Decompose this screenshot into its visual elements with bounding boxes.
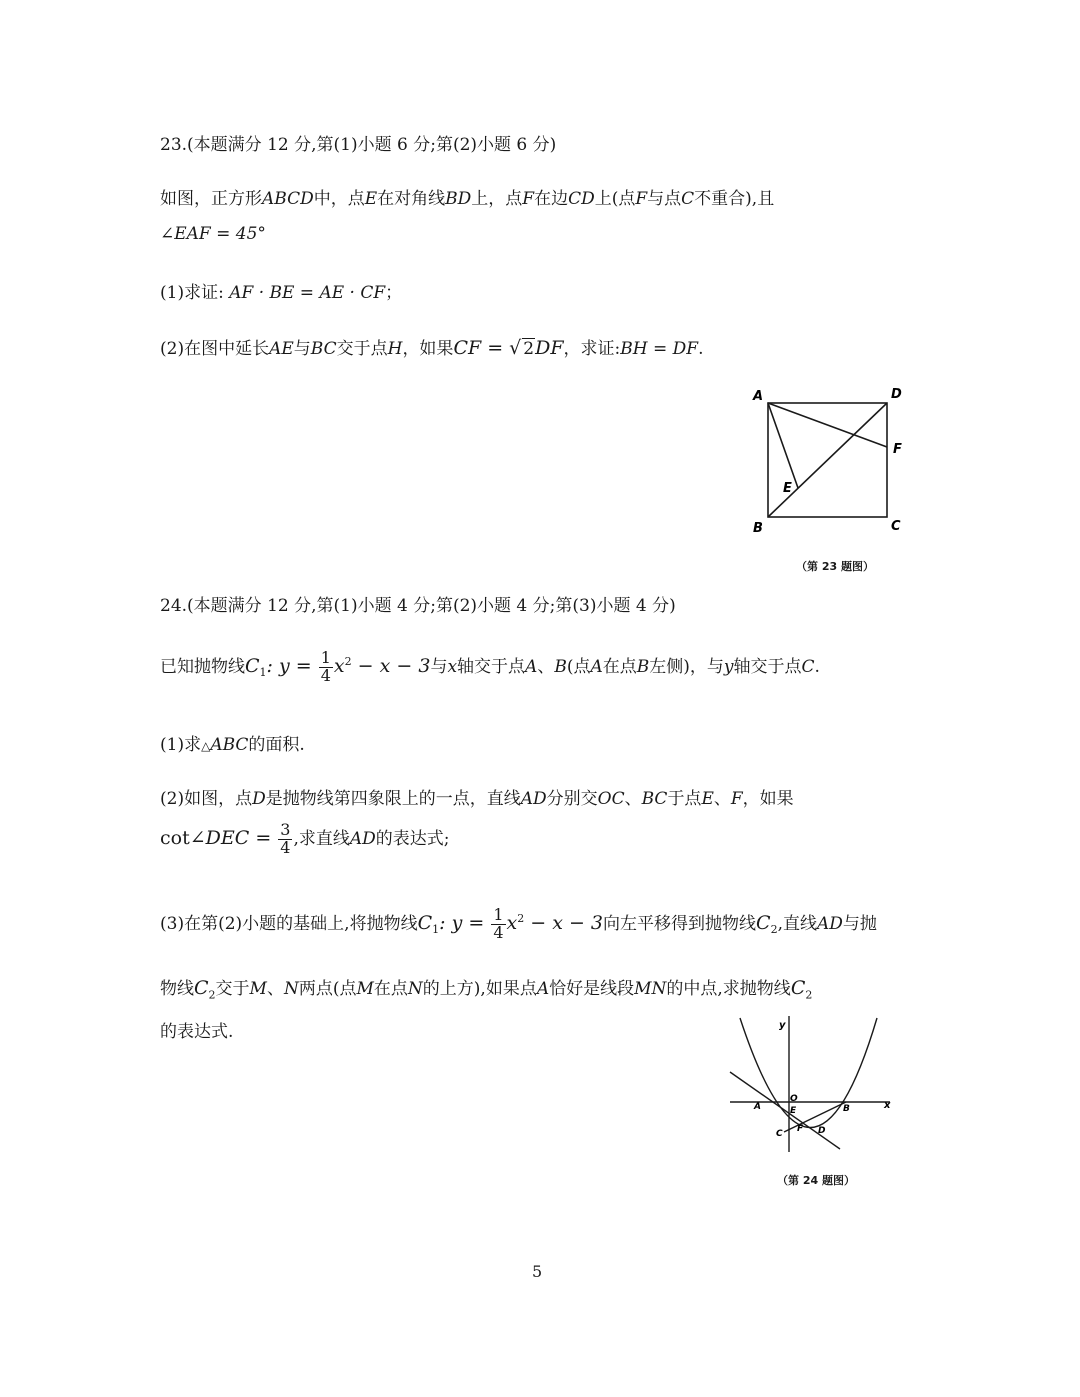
math-d: D bbox=[252, 789, 266, 809]
q23-part2 bbox=[160, 334, 703, 359]
text: 已知抛物线 bbox=[160, 656, 245, 677]
superscript: 2 bbox=[517, 912, 525, 926]
text: ,直线 bbox=[777, 913, 817, 934]
text: 、 bbox=[537, 656, 555, 677]
caption-figure-24: （第 24 题图） bbox=[777, 1174, 855, 1187]
q24-part2 bbox=[160, 784, 794, 809]
numerator: 1 bbox=[493, 905, 504, 924]
text: 向左平移得到抛物线 bbox=[603, 913, 757, 934]
subscript: 1 bbox=[432, 923, 440, 937]
math-oc: OC bbox=[597, 789, 625, 809]
text: (2)如图，点 bbox=[160, 789, 253, 809]
text: 如图，正方形 bbox=[160, 189, 262, 209]
line-ad bbox=[730, 1072, 840, 1149]
diagonal-bd bbox=[768, 403, 887, 517]
math-a: A bbox=[525, 656, 538, 677]
label-d: D bbox=[818, 1126, 826, 1136]
text: (1)求 bbox=[160, 735, 202, 755]
segment-ae bbox=[768, 403, 798, 488]
q24-header: 24.(本题满分 12 分,第(1)小题 4 分;第(2)小题 4 分;第(3)小题 4 分) bbox=[160, 596, 676, 616]
math-cot: cot∠ bbox=[160, 826, 206, 849]
label-e: E bbox=[790, 1106, 797, 1116]
text: (1)求证: bbox=[160, 283, 224, 303]
text: 上，点 bbox=[471, 189, 523, 209]
math-m: M bbox=[249, 979, 267, 999]
math-ae: AE bbox=[269, 339, 294, 359]
text: 交于 bbox=[215, 979, 250, 999]
label-y: y bbox=[779, 1020, 786, 1031]
label-d: D bbox=[891, 387, 902, 402]
denominator: 4 bbox=[280, 837, 291, 857]
math-m: M bbox=[356, 979, 374, 999]
numerator: 1 bbox=[320, 648, 331, 667]
text: . bbox=[698, 339, 704, 359]
denominator: 4 bbox=[493, 922, 504, 942]
text: 、 bbox=[624, 789, 642, 809]
math-x-axis: x bbox=[447, 656, 458, 677]
figure-24 bbox=[722, 1012, 902, 1162]
text: 的表达式; bbox=[375, 828, 450, 849]
text: 分别交 bbox=[546, 789, 598, 809]
text: 的面积. bbox=[248, 735, 305, 755]
fraction-three-quarter bbox=[278, 822, 292, 857]
text: 在对角线 bbox=[377, 189, 446, 209]
text: 轴交于点 bbox=[733, 656, 802, 677]
text: 的上方),如果点 bbox=[422, 979, 537, 999]
text: (3)在第(2)小题的基础上,将抛物线 bbox=[160, 913, 418, 934]
text: . bbox=[814, 656, 820, 677]
math-h: H bbox=[387, 339, 403, 359]
text: 是抛物线第四象限上的一点，直线 bbox=[265, 789, 521, 809]
math-bc: BC bbox=[641, 789, 668, 809]
math-dec: DEC bbox=[205, 826, 250, 849]
denominator: 4 bbox=[320, 665, 331, 685]
label-c: C bbox=[891, 519, 901, 534]
q23-intro bbox=[160, 184, 774, 209]
math-bd: BD bbox=[445, 189, 472, 209]
text: 在边 bbox=[534, 189, 569, 209]
text: 上(点 bbox=[594, 189, 636, 209]
label-a: A bbox=[753, 389, 764, 404]
subscript: 2 bbox=[208, 988, 216, 1002]
math-ad: AD bbox=[816, 913, 843, 934]
text: (2)在图中延长 bbox=[160, 339, 270, 359]
math-abcd: ABCD bbox=[262, 189, 314, 209]
math-c: C bbox=[801, 656, 815, 677]
math-a: A bbox=[590, 656, 603, 677]
text: 交于点 bbox=[336, 339, 388, 359]
text: 的中点,求抛物线 bbox=[666, 979, 791, 999]
text: 与 bbox=[293, 339, 311, 359]
math-y-axis: y bbox=[723, 656, 734, 677]
math-ad: AD bbox=[349, 828, 376, 849]
sqrt-arg: 2 bbox=[523, 339, 535, 359]
math-c2: C bbox=[756, 911, 771, 934]
math-n: N bbox=[407, 979, 423, 999]
math-mn: MN bbox=[634, 979, 667, 999]
label-f: F bbox=[797, 1124, 804, 1134]
text: 、 bbox=[713, 789, 731, 809]
math-c1: C bbox=[245, 654, 260, 677]
label-x: x bbox=[884, 1100, 891, 1111]
math-eq-y: : y = bbox=[266, 654, 318, 677]
math-n: N bbox=[283, 979, 299, 999]
label-o: O bbox=[790, 1094, 798, 1104]
segment-af bbox=[768, 403, 887, 447]
math-e: E bbox=[701, 789, 714, 809]
text: ,求直线 bbox=[293, 828, 350, 849]
sqrt-symbol: √ bbox=[509, 337, 522, 359]
q24-part3-line3: 的表达式. bbox=[160, 1022, 234, 1042]
label-a: A bbox=[754, 1102, 761, 1112]
math-ad: AD bbox=[520, 789, 547, 809]
math-b: B bbox=[554, 656, 567, 677]
text: 在点 bbox=[373, 979, 408, 999]
math-cd: CD bbox=[568, 189, 595, 209]
q24-part2-cot bbox=[160, 822, 450, 857]
math-formula: AF · BE = AE · CF bbox=[229, 283, 386, 303]
text: 左侧)，与 bbox=[649, 656, 724, 677]
text: 与抛 bbox=[842, 913, 877, 934]
subscript: 1 bbox=[259, 666, 267, 680]
label-c: C bbox=[776, 1129, 783, 1139]
math-f: F bbox=[635, 189, 648, 209]
text: 在点 bbox=[602, 656, 637, 677]
math-a: A bbox=[536, 979, 550, 999]
text: 于点 bbox=[667, 789, 702, 809]
text: 两点(点 bbox=[298, 979, 357, 999]
text: 不重合),且 bbox=[694, 189, 775, 209]
text: (点 bbox=[566, 656, 591, 677]
numerator: 3 bbox=[280, 820, 291, 839]
math-x: x bbox=[333, 654, 345, 677]
q24-part3-line1 bbox=[160, 907, 877, 942]
caption-figure-23: （第 23 题图） bbox=[796, 560, 874, 573]
text: 、 bbox=[266, 979, 284, 999]
label-f: F bbox=[893, 442, 902, 457]
text: ，如果 bbox=[402, 339, 454, 359]
math-abc: ABC bbox=[210, 735, 249, 755]
label-b: B bbox=[753, 521, 763, 536]
math-bh-eq: BH = DF bbox=[620, 339, 699, 359]
text: 与点 bbox=[647, 189, 682, 209]
label-e: E bbox=[783, 481, 792, 496]
math-f: F bbox=[522, 189, 535, 209]
q24-intro bbox=[160, 650, 820, 685]
text: 物线 bbox=[160, 979, 194, 999]
page-number: 5 bbox=[532, 1262, 543, 1281]
math-e: E bbox=[364, 189, 378, 209]
math-c2: C bbox=[790, 977, 806, 999]
superscript: 2 bbox=[344, 655, 352, 669]
text: 与 bbox=[430, 656, 448, 677]
text: 轴交于点 bbox=[457, 656, 526, 677]
label-b: B bbox=[843, 1104, 850, 1114]
text: ； bbox=[385, 283, 403, 303]
figure-23 bbox=[745, 380, 915, 540]
math-eq: = bbox=[249, 826, 278, 849]
math-bc: BC bbox=[310, 339, 337, 359]
subscript: 2 bbox=[805, 988, 813, 1002]
q24-part3-line2 bbox=[160, 974, 812, 1001]
q23-part1 bbox=[160, 278, 402, 303]
math-x: x bbox=[506, 911, 518, 934]
math-eq-rest: − x − 3 bbox=[524, 911, 604, 934]
fraction-one-quarter bbox=[491, 907, 505, 942]
math-c: C bbox=[681, 189, 695, 209]
text: 中，点 bbox=[313, 189, 365, 209]
math-cf: CF = bbox=[453, 337, 510, 359]
q23-header: 23.(本题满分 12 分,第(1)小题 6 分;第(2)小题 6 分) bbox=[160, 135, 557, 155]
math-c1: C bbox=[417, 911, 433, 934]
text: ，如果 bbox=[742, 789, 794, 809]
triangle-symbol: △ bbox=[201, 739, 211, 753]
q23-angle: ∠EAF = 45° bbox=[160, 224, 266, 244]
math-eq-y: : y = bbox=[439, 911, 491, 934]
math-f: F bbox=[730, 789, 743, 809]
math-eq-rest: − x − 3 bbox=[351, 654, 431, 677]
text: 恰好是线段 bbox=[549, 979, 635, 999]
fraction-one-quarter bbox=[319, 650, 333, 685]
subscript: 2 bbox=[770, 923, 778, 937]
math-df: DF bbox=[535, 337, 564, 359]
text: ，求证: bbox=[563, 339, 621, 359]
math-b: B bbox=[636, 656, 650, 677]
q24-part1 bbox=[160, 730, 305, 755]
math-c2: C bbox=[194, 977, 209, 999]
